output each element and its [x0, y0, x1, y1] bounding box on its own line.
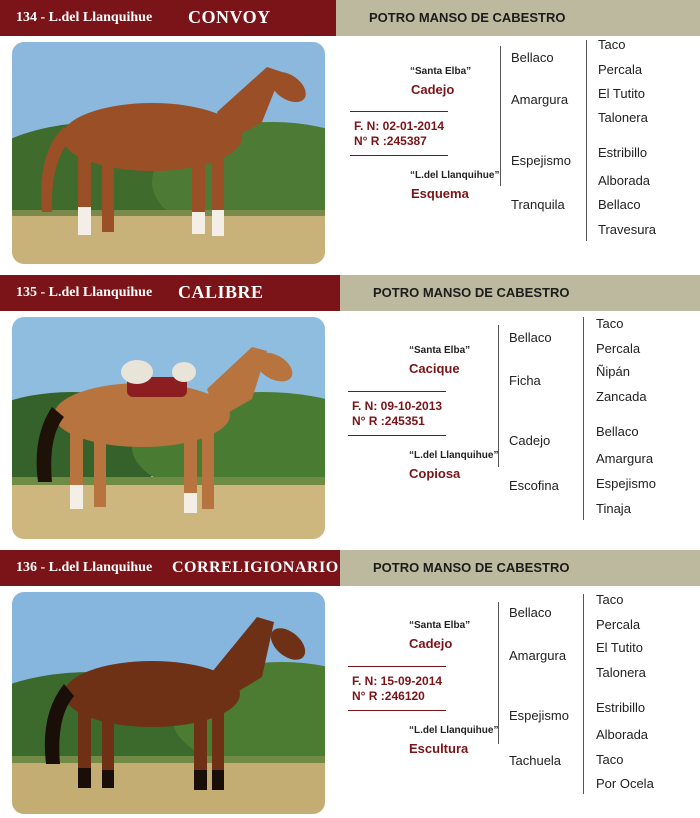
horse-image: [12, 592, 325, 814]
great-grandparent: Alborada: [596, 727, 649, 742]
grandparent: Escofina: [509, 478, 559, 493]
great-grandparent: Bellaco: [596, 424, 639, 439]
dam-breeder: “L.del Llanquihue”: [409, 725, 499, 736]
lot-number: 136 - L.del Llanquihue: [16, 560, 153, 575]
great-grandparent: Bellaco: [598, 197, 641, 212]
grandparent: Amargura: [509, 648, 567, 663]
sire-name: Cadejo: [411, 82, 455, 97]
horse-photo: [12, 592, 325, 814]
great-grandparent: Percala: [596, 341, 641, 356]
great-grandparent: Travesura: [598, 222, 657, 237]
lot-header: [0, 550, 340, 586]
pedigree: [336, 586, 700, 817]
bracket-line: [583, 317, 584, 520]
sire-name: Cacique: [409, 361, 460, 376]
dam-name: Escultura: [409, 741, 469, 756]
horse-image: [12, 317, 325, 539]
divider: [348, 666, 446, 667]
grandparent: Espejismo: [509, 708, 569, 723]
dam-name: Copiosa: [409, 466, 461, 481]
birth-date: F. N: 09-10-2013: [352, 399, 443, 413]
pedigree: [336, 311, 700, 542]
great-grandparent: Amargura: [596, 451, 654, 466]
grandparent: Bellaco: [509, 330, 552, 345]
lot-card: [0, 0, 700, 267]
category-label: POTRO MANSO DE CABESTRO: [373, 285, 570, 300]
lot-card: [0, 550, 700, 817]
horse-photo: [12, 317, 325, 539]
horse-name: CORRELIGIONARIO: [172, 559, 339, 576]
sire-breeder: “Santa Elba”: [409, 345, 471, 356]
bracket-line: [498, 602, 499, 744]
great-grandparent: Taco: [596, 592, 624, 607]
great-grandparent: Espejismo: [596, 476, 656, 491]
grandparent: Bellaco: [511, 50, 554, 65]
great-grandparent: Percala: [598, 62, 643, 77]
horse-photo: [12, 42, 325, 264]
great-grandparent: Taco: [596, 316, 624, 331]
category-label: POTRO MANSO DE CABESTRO: [373, 560, 570, 575]
grandparent: Tachuela: [509, 753, 562, 768]
horse-image: [12, 42, 325, 264]
lot-card: [0, 275, 700, 542]
dam-name: Esquema: [411, 186, 469, 201]
lot-number: 135 - L.del Llanquihue: [16, 285, 153, 300]
birth-date: F. N: 02-01-2014: [354, 119, 445, 133]
horse-name: CONVOY: [188, 7, 271, 27]
category-banner: [340, 275, 700, 311]
bracket-line: [583, 594, 584, 794]
sire-name: Cadejo: [409, 636, 453, 651]
great-grandparent: Alborada: [598, 173, 651, 188]
lot-header: [0, 275, 340, 311]
sire-breeder: “Santa Elba”: [409, 620, 471, 631]
category-label: POTRO MANSO DE CABESTRO: [369, 10, 566, 25]
sire-breeder: “Santa Elba”: [410, 66, 472, 77]
bracket-line: [586, 40, 587, 241]
great-grandparent: El Tutito: [596, 640, 643, 655]
divider: [348, 435, 446, 436]
great-grandparent: Percala: [596, 617, 641, 632]
great-grandparent: Talonera: [598, 110, 648, 125]
great-grandparent: Estribillo: [596, 700, 646, 715]
birth-date: F. N: 15-09-2014: [352, 674, 443, 688]
category-banner: [336, 0, 700, 36]
great-grandparent: Estribillo: [598, 145, 648, 160]
registry-number: N° R :245387: [354, 134, 427, 148]
great-grandparent: Zancada: [596, 389, 647, 404]
great-grandparent: Por Ocela: [596, 776, 654, 791]
horse-name: CALIBRE: [178, 282, 264, 302]
divider: [350, 155, 448, 156]
category-banner: [340, 550, 700, 586]
grandparent: Espejismo: [511, 153, 571, 168]
lot-header: [0, 0, 336, 36]
grandparent: Bellaco: [509, 605, 552, 620]
great-grandparent: Talonera: [596, 665, 646, 680]
grandparent: Ficha: [509, 373, 541, 388]
lot-number: 134 - L.del Llanquihue: [16, 10, 153, 25]
great-grandparent: Ñipán: [596, 364, 630, 379]
bracket-line: [498, 325, 499, 467]
great-grandparent: Taco: [598, 37, 626, 52]
registry-number: N° R :246120: [352, 689, 425, 703]
pedigree: [336, 36, 700, 267]
great-grandparent: El Tutito: [598, 86, 645, 101]
divider: [350, 111, 448, 112]
divider: [348, 710, 446, 711]
grandparent: Tranquila: [511, 197, 565, 212]
dam-breeder: “L.del Llanquihue”: [410, 170, 500, 181]
great-grandparent: Tinaja: [596, 501, 631, 516]
registry-number: N° R :245351: [352, 414, 425, 428]
great-grandparent: Taco: [596, 752, 624, 767]
grandparent: Amargura: [511, 92, 569, 107]
divider: [348, 391, 446, 392]
grandparent: Cadejo: [509, 433, 551, 448]
dam-breeder: “L.del Llanquihue”: [409, 450, 499, 461]
bracket-line: [500, 46, 501, 186]
